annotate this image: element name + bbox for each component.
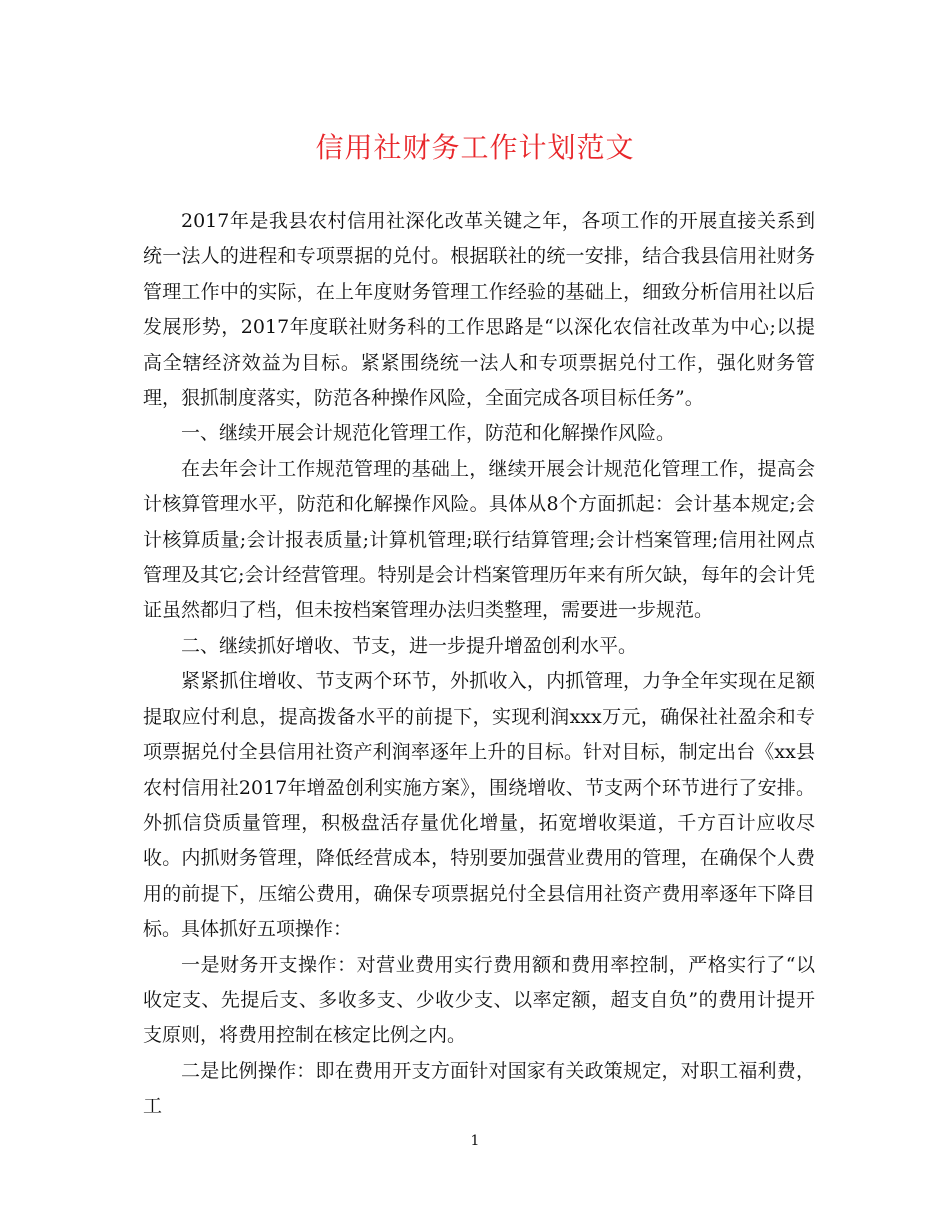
paragraph-expense-operation: 一是财务开支操作：对营业费用实行费用额和费用率控制，严格实行了“以收定支、先提后支、多收多支、少收少支、以率定额，超支自负”的费用计提开支原则，将费用控制在核定比例之内。: [143, 953, 815, 1047]
paragraph-accounting: 在去年会计工作规范管理的基础上，继续开展会计规范化管理工作，提高会计核算管理水平，防范和化解操作风险。具体从8个方面抓起：会计基本规定;会计核算质量;会计报表质量;计算机管理;联行结算管理;会计档案管理;信用社网点管理及其它;会计经营管理。特别是会计档案管理历年来有所欠缺，每年的会计凭证虽然都归了档，但未按档案管理办法归类整理，需要进一步规范。: [143, 457, 815, 622]
page-number: 1: [470, 1133, 480, 1149]
document-body: [143, 204, 815, 1125]
paragraph-profit: 紧紧抓住增收、节支两个环节，外抓收入，内抓管理，力争全年实现在足额提取应付利息，提高拨备水平的前提下，实现利润xxx万元，确保社社盈余和专项票据兑付全县信用社资产利润率逐年上升的目标。针对目标，制定出台《xx县农村信用社2017年增盈创利实施方案》，围绕增收、节支两个环节进行了安排。外抓信贷质量管理，积极盘活存量优化增量，拓宽增收渠道，千方百计应收尽收。内抓财务管理，降低经营成本，特别要加强营业费用的管理，在确保个人费用的前提下，压缩公费用，确保专项票据兑付全县信用社资产费用率逐年下降目标。具体抓好五项操作：: [143, 670, 815, 941]
paragraph-ratio-operation: 二是比例操作：即在费用开支方面针对国家有关政策规定，对职工福利费，工: [143, 1059, 815, 1118]
paragraph-intro: 2017年是我县农村信用社深化改革关键之年，各项工作的开展直接关系到统一法人的进程和专项票据的兑付。根据联社的统一安排，结合我县信用社财务管理工作中的实际，在上年度财务管理工作经验的基础上，细致分析信用社以后发展形势，2017年度联社财务科的工作思路是“以深化农信社改革为中心;以提高全辖经济效益为目标。紧紧围绕统一法人和专项票据兑付工作，强化财务管理，狠抓制度落实，防范各种操作风险，全面完成各项目标任务”。: [143, 210, 815, 410]
section-heading-2: 二、继续抓好增收、节支，进一步提升增盈创利水平。: [181, 634, 638, 657]
section-heading-1: 一、继续开展会计规范化管理工作，防范和化解操作风险。: [181, 422, 676, 445]
document-title: 信用社财务工作计划范文: [315, 131, 635, 164]
